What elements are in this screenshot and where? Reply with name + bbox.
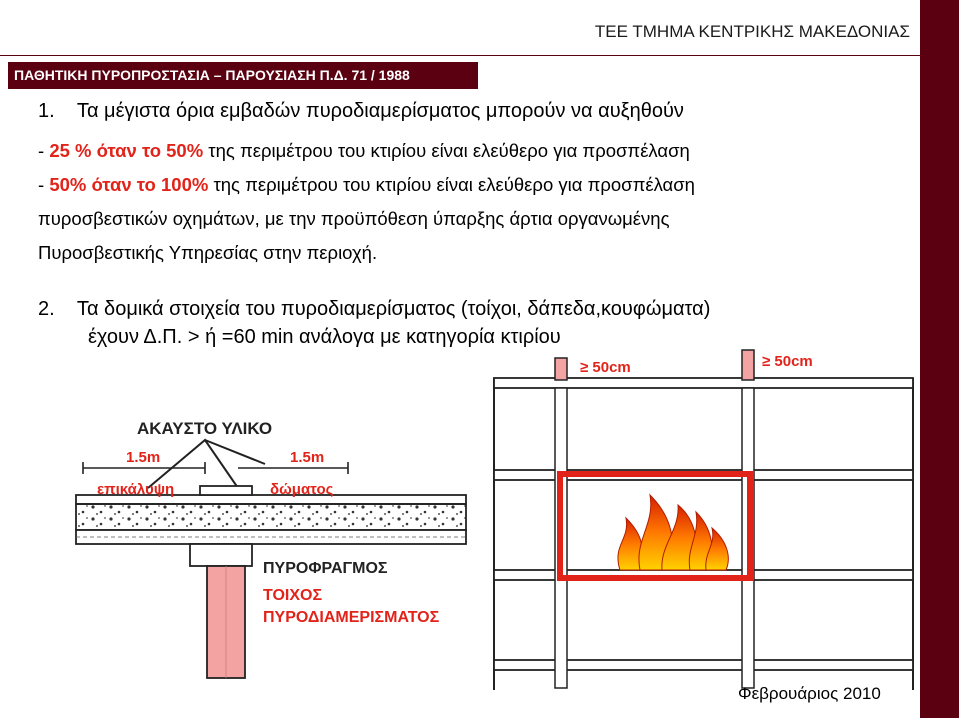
dash: - xyxy=(38,140,50,161)
red-highlight-50: 50% όταν το 100% xyxy=(49,174,209,195)
compartment-wall-label-1: ΤΟΙΧΟΣ xyxy=(263,587,323,604)
building-section-diagram xyxy=(494,350,913,690)
firewall-label: ΠΥΡΟΦΡΑΓΜΟΣ xyxy=(263,560,388,577)
roof-covering-dim: 1.5m xyxy=(126,449,161,466)
firewall-cap xyxy=(200,486,252,495)
roof-firewall-diagram xyxy=(76,419,466,678)
dash: - xyxy=(38,174,50,195)
law-banner: ΠΑΘΗΤΙΚΗ ΠΥΡΟΠΡΟΣΤΑΣΙΑ – ΠΑΡΟΥΣΙΑΣΗ Π.Δ. 71 / 1988 xyxy=(8,62,478,89)
roof-slab-label: δώματος xyxy=(270,481,334,498)
gravel-layer xyxy=(76,504,466,530)
red-highlight-25: 25 % όταν το 50% xyxy=(49,140,204,161)
dim-right-label: ≥ 50cm xyxy=(762,353,813,370)
paragraph-1-number: 1. xyxy=(38,100,55,122)
line-3-rest: της περιμέτρου του κτιρίου είναι ελεύθερο για προσπέλαση xyxy=(208,174,695,195)
org-title: ΤΕΕ ΤΜΗΜΑ ΚΕΝΤΡΙΚΗΣ ΜΑΚΕΔΟΝΙΑΣ xyxy=(594,22,910,41)
paragraph-1-line-4: πυροσβεστικών οχημάτων, με την προϋπόθεση ύπαρξης άρτια οργανωμένης xyxy=(38,208,670,229)
line-2-rest: της περιμέτρου του κτιρίου είναι ελεύθερο για προσπέλαση xyxy=(203,140,690,161)
roof-covering-label: επικάλυψη xyxy=(97,481,175,498)
flames-icon xyxy=(618,495,728,570)
wall-protrusion xyxy=(555,358,567,380)
paragraph-2-text: Τα δομικά στοιχεία του πυροδιαμερίσματος (τοίχοι, δάπεδα,κουφώματα) xyxy=(76,298,711,320)
roof-beam xyxy=(190,544,252,566)
compartment-wall-label-2: ΠΥΡΟΔΙΑΜΕΡΙΣΜΑΤΟΣ xyxy=(263,609,440,626)
paragraph-1-line-5: Πυροσβεστικής Υπηρεσίας στην περιοχή. xyxy=(38,242,378,263)
paragraph-2-number: 2. xyxy=(38,298,55,320)
paragraph-2-line-2: έχουν Δ.Π. > ή =60 min ανάλογα με κατηγορία κτιρίου xyxy=(88,326,561,348)
footer-date: Φεβρουάριος 2010 xyxy=(738,684,881,703)
roof-slab-dim: 1.5m xyxy=(290,449,325,466)
paragraph-1-text: Τα μέγιστα όρια εμβαδών πυροδιαμερίσματος μπορούν να αυξηθούν xyxy=(76,100,684,122)
dim-left-label: ≥ 50cm xyxy=(580,359,631,376)
wall-protrusion xyxy=(742,350,754,380)
noncombustible-label: ΑΚΑΥΣΤΟ ΥΛΙΚΟ xyxy=(137,419,273,438)
